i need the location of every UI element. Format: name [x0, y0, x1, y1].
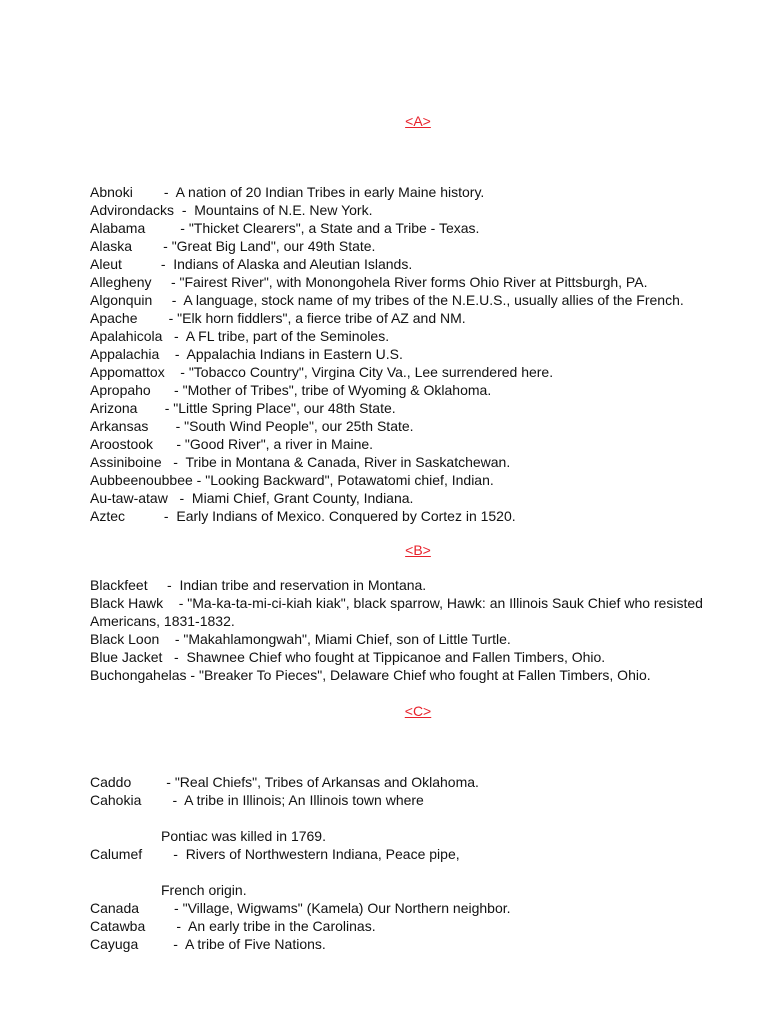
entry-term: Advirondacks — [90, 202, 175, 218]
entry — [90, 237, 760, 255]
entry — [90, 666, 760, 684]
entry-definition: - "Village, Wigwams" (Kamela) Our Northern neighbor. — [139, 900, 511, 916]
entry — [90, 935, 760, 953]
entry-list-b — [90, 576, 760, 684]
entry-definition: - "Good River", a river in Maine. — [153, 436, 374, 452]
entry-term: Au-taw-ataw — [90, 490, 168, 506]
entry-definition: - A language, stock name of my tribes of the N.E.U.S., usually allies of the French. — [152, 292, 684, 308]
entry — [90, 399, 760, 417]
entry-definition: - "Ma-ka-ta-mi-ci-kiah kiak", black sparrow, Hawk: an Illinois Sauk Chief who resisted Americans, 1831-1832. — [90, 595, 707, 629]
entry-definition: - A tribe of Five Nations. — [138, 936, 326, 952]
entry-term: Catawba — [90, 918, 146, 934]
entry-definition: - Shawnee Chief who fought at Tippicanoe and Fallen Timbers, Ohio. — [162, 649, 606, 665]
entry-definition: - "Makahlamongwah", Miami Chief, son of Little Turtle. — [159, 631, 511, 647]
entry — [90, 381, 760, 399]
entry — [90, 471, 760, 489]
section-heading-a[interactable]: <A> — [405, 113, 431, 129]
entry — [90, 489, 760, 507]
entry — [90, 201, 760, 219]
entry-term: Abnoki — [90, 184, 133, 200]
entry-definition: - An early tribe in the Carolinas. — [145, 918, 376, 934]
entry-term: Caddo — [90, 774, 132, 790]
entry-continuation: French origin. — [161, 882, 247, 898]
entry-term: Black Loon — [90, 631, 160, 647]
entry-definition: - "South Wind People", our 25th State. — [148, 418, 414, 434]
entry — [90, 291, 760, 309]
entry-definition: - Indian tribe and reservation in Montana. — [147, 577, 427, 593]
section-heading-b[interactable]: <B> — [405, 542, 431, 558]
entry-definition: - A nation of 20 Indian Tribes in early Maine history. — [132, 184, 485, 200]
entry — [90, 648, 760, 666]
entry-term: Arkansas — [90, 418, 149, 434]
entry — [90, 845, 760, 899]
entry-term: Alaska — [90, 238, 133, 254]
entry — [90, 273, 760, 291]
entry-list-c — [90, 773, 760, 953]
entry-definition: - "Real Chiefs", Tribes of Arkansas and Oklahoma. — [131, 774, 479, 790]
entry — [90, 435, 760, 453]
entry-term: Allegheny — [90, 274, 152, 290]
entry-term: Algonquin — [90, 292, 153, 308]
entry-definition: - Indians of Alaska and Aleutian Islands. — [121, 256, 413, 272]
entry — [90, 773, 760, 791]
entry-definition: - "Thicket Clearers", a State and a Tribe - Texas. — [145, 220, 480, 236]
entry — [90, 255, 760, 273]
entry-definition: - "Elk horn fiddlers", a fierce tribe of AZ and NM. — [137, 310, 466, 326]
entry-definition: - "Tobacco Country", Virgina City Va., Lee surrendered here. — [164, 364, 554, 380]
entry-definition: - A tribe in Illinois; An Illinois town where — [141, 792, 424, 808]
entry-list-a — [90, 183, 760, 525]
entry-definition: - "Breaker To Pieces", Delaware Chief who fought at Fallen Timbers, Ohio. — [186, 667, 651, 683]
entry-definition: - Miami Chief, Grant County, Indiana. — [167, 490, 414, 506]
entry-definition: - Tribe in Montana & Canada, River in Saskatchewan. — [161, 454, 511, 470]
entry — [90, 507, 760, 525]
entry — [90, 791, 760, 845]
entry — [90, 183, 760, 201]
entry-term: Cayuga — [90, 936, 139, 952]
entry-term: Alabama — [90, 220, 146, 236]
entry-definition: - Appalachia Indians in Eastern U.S. — [159, 346, 403, 362]
entry-definition: - "Looking Backward", Potawatomi chief, Indian. — [192, 472, 494, 488]
entry-term: Aroostook — [90, 436, 154, 452]
entry-definition: - "Fairest River", with Monongohela River forms Ohio River at Pittsburgh, PA. — [151, 274, 648, 290]
entry-term: Cahokia — [90, 792, 142, 808]
entry-term: Apache — [90, 310, 138, 326]
entry — [90, 917, 760, 935]
entry — [90, 576, 760, 594]
entry — [90, 309, 760, 327]
entry-term: Arizona — [90, 400, 138, 416]
entry-term: Black Hawk — [90, 595, 164, 611]
entry — [90, 327, 760, 345]
entry-term: Appalachia — [90, 346, 160, 362]
entry-term: Blackfeet — [90, 577, 148, 593]
entry — [90, 899, 760, 917]
entry — [90, 453, 760, 471]
entry-term: Aleut — [90, 256, 122, 272]
entry-term: Apropaho — [90, 382, 151, 398]
entry — [90, 219, 760, 237]
entry-term: Calumef — [90, 846, 143, 862]
entry-term: Appomattox — [90, 364, 165, 380]
entry-definition: - Mountains of N.E. New York. — [174, 202, 373, 218]
entry-term: Blue Jacket — [90, 649, 163, 665]
section-heading-c[interactable]: <C> — [404, 703, 432, 719]
entry-definition: - Early Indians of Mexico. Conquered by Cortez in 1520. — [125, 508, 516, 524]
entry-term: Apalahicola — [90, 328, 163, 344]
entry-term: Assiniboine — [90, 454, 162, 470]
entry-term: Canada — [90, 900, 140, 916]
entry-definition: - "Great Big Land", our 49th State. — [132, 238, 376, 254]
entry — [90, 594, 760, 630]
entry-definition: - "Mother of Tribes", tribe of Wyoming & Oklahoma. — [150, 382, 492, 398]
entry — [90, 417, 760, 435]
entry-term: Buchongahelas — [90, 667, 187, 683]
entry-definition: - "Little Spring Place", our 48th State. — [137, 400, 396, 416]
entry-term: Aubbeenoubbee — [90, 472, 193, 488]
entry-definition: - Rivers of Northwestern Indiana, Peace pipe, — [142, 846, 460, 862]
entry — [90, 345, 760, 363]
entry-definition: - A FL tribe, part of the Seminoles. — [162, 328, 390, 344]
entry — [90, 363, 760, 381]
entry-continuation: Pontiac was killed in 1769. — [161, 828, 326, 844]
entry — [90, 630, 760, 648]
entry-term: Aztec — [90, 508, 126, 524]
